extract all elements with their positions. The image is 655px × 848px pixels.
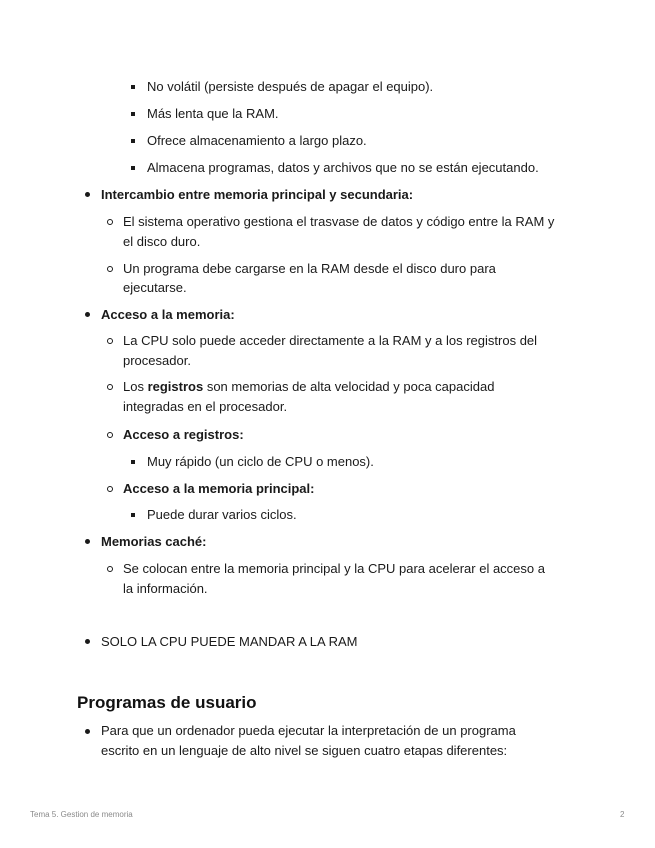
acceso-principal-title: Acceso a la memoria principal: (123, 481, 315, 496)
square-bullet-icon (131, 166, 135, 170)
acceso-item-2-pre: Los (123, 379, 148, 394)
programas-item-line-1: Para que un ordenador pueda ejecutar la interpretación de un programa (101, 723, 516, 738)
intercambio-item-1-line-2: el disco duro. (123, 234, 201, 249)
cache-item-line-1: Se colocan entre la memoria principal y la CPU para acelerar el acceso a (123, 561, 545, 576)
programas-item-line-2: escrito en un lenguaje de alto nivel se siguen cuatro etapas diferentes: (101, 743, 508, 758)
nested-point: Ofrece almacenamiento a largo plazo. (147, 133, 367, 148)
intercambio-item-2-line-2: ejecutarse. (123, 280, 187, 295)
cache-title: Memorias caché: (101, 534, 207, 549)
cache-item-line-2: la información. (123, 581, 208, 596)
square-bullet-icon (131, 513, 135, 517)
acceso-item-2-line-1 (123, 378, 494, 396)
circle-bullet-icon (107, 486, 113, 492)
bullet-icon (85, 729, 90, 734)
section-heading: Programas de usuario (77, 693, 257, 712)
bullet-icon (85, 312, 90, 317)
square-bullet-icon (131, 85, 135, 89)
acceso-item-1-line-1: La CPU solo puede acceder directamente a la RAM y a los registros del (123, 333, 538, 348)
circle-bullet-icon (107, 338, 113, 344)
square-bullet-icon (131, 112, 135, 116)
circle-bullet-icon (107, 566, 113, 572)
acceso-principal-detail: Puede durar varios ciclos. (147, 507, 297, 522)
circle-bullet-icon (107, 266, 113, 272)
nested-point: Más lenta que la RAM. (147, 106, 279, 121)
square-bullet-icon (131, 460, 135, 464)
acceso-registros-detail: Muy rápido (un ciclo de CPU o menos). (147, 454, 374, 469)
circle-bullet-icon (107, 432, 113, 438)
nested-point: No volátil (persiste después de apagar el equipo). (147, 79, 434, 94)
bullet-icon (85, 639, 90, 644)
acceso-registros-title: Acceso a registros: (123, 427, 244, 442)
circle-bullet-icon (107, 219, 113, 225)
solo-cpu-note: SOLO LA CPU PUEDE MANDAR A LA RAM (101, 634, 358, 649)
registros-term: registros (147, 379, 204, 394)
circle-bullet-icon (107, 384, 113, 390)
footer-title: Tema 5. Gestion de memoria (30, 810, 133, 819)
acceso-item-1-line-2: procesador. (123, 353, 191, 368)
nested-point: Almacena programas, datos y archivos que no se están ejecutando. (147, 160, 539, 175)
bullet-icon (85, 539, 90, 544)
intercambio-item-2-line-1: Un programa debe cargarse en la RAM desde el disco duro para (123, 261, 496, 276)
intercambio-title: Intercambio entre memoria principal y secundaria: (101, 187, 414, 202)
bullet-icon (85, 192, 90, 197)
acceso-item-2-line-2: integradas en el procesador. (123, 399, 288, 414)
footer-page-number: 2 (620, 810, 625, 819)
square-bullet-icon (131, 139, 135, 143)
acceso-item-2-post: son memorias de alta velocidad y poca capacidad (203, 379, 495, 394)
acceso-title: Acceso a la memoria: (101, 307, 235, 322)
intercambio-item-1-line-1: El sistema operativo gestiona el trasvase de datos y código entre la RAM y (123, 214, 555, 229)
